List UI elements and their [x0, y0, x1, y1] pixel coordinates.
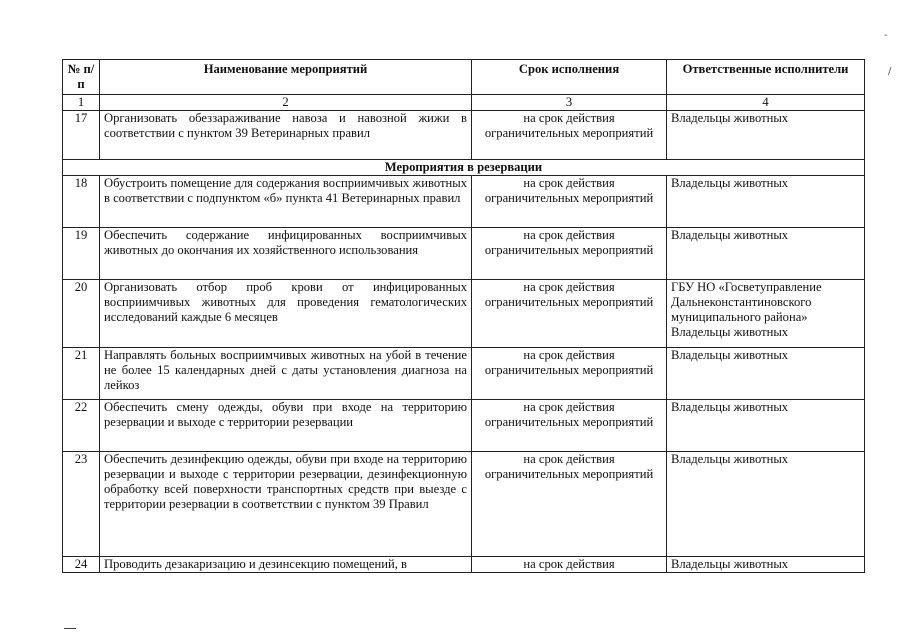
table-header-row [63, 60, 865, 95]
table-row [63, 228, 865, 280]
header-num: № п/п [63, 60, 100, 95]
measure-responsible: Владельцы животных [667, 228, 865, 280]
measure-name: Обеспечить дезинфекцию одежды, обуви при входе на территорию резервации и выходе с территории резервации, дезинфекционную обработку всей поверхности транспортных средств при выезде с территории резервации в соответствии с пунктом 39 Правил [100, 452, 472, 557]
measure-name: Обеспечить смену одежды, обуви при входе на территорию резервации и выходе с территории резервации [100, 400, 472, 452]
measure-name: Организовать отбор проб крови от инфицированных восприимчивых животных для проведения гематологических исследований каждые 6 месяцев [100, 280, 472, 348]
measure-responsible: Владельцы животных [667, 348, 865, 400]
measure-term: на срок действия ограничительных мероприятий [472, 176, 667, 228]
measure-responsible: Владельцы животных [667, 400, 865, 452]
measure-term: на срок действия ограничительных мероприятий [472, 111, 667, 160]
column-index: 2 [100, 95, 472, 111]
measure-name: Обустроить помещение для содержания восприимчивых животных в соответствии с подпунктом «б» пункта 41 Ветеринарных правил [100, 176, 472, 228]
table-row [63, 348, 865, 400]
table-row [63, 557, 865, 573]
column-index: 3 [472, 95, 667, 111]
header-responsible: Ответственные исполнители [667, 60, 865, 95]
margin-mark: / [888, 66, 892, 77]
table-row [63, 111, 865, 160]
measure-responsible: ГБУ НО «Госветуправление Дальнеконстантиновского муниципального района» Владельцы животных [667, 280, 865, 348]
column-index: 1 [63, 95, 100, 111]
row-number: 22 [63, 400, 100, 452]
measure-term: на срок действия ограничительных мероприятий [472, 280, 667, 348]
row-number: 20 [63, 280, 100, 348]
measure-name: Обеспечить содержание инфицированных восприимчивых животных до окончания их хозяйственного использования [100, 228, 472, 280]
row-number: 21 [63, 348, 100, 400]
measure-responsible: Владельцы животных [667, 557, 865, 573]
header-term: Срок исполнения [472, 60, 667, 95]
row-number: 18 [63, 176, 100, 228]
header-name: Наименование мероприятий [100, 60, 472, 95]
measure-name: Направлять больных восприимчивых животных на убой в течение не более 15 календарных дней с даты установления диагноза на лейкоз [100, 348, 472, 400]
measure-term: на срок действия ограничительных мероприятий [472, 452, 667, 557]
measure-term: на срок действия ограничительных мероприятий [472, 400, 667, 452]
table-row [63, 452, 865, 557]
measure-term: на срок действия [472, 557, 667, 573]
row-number: 23 [63, 452, 100, 557]
measure-term: на срок действия ограничительных мероприятий [472, 348, 667, 400]
section-title: Мероприятия в резервации [63, 160, 865, 176]
table-row [63, 280, 865, 348]
measure-name: Проводить дезакаризацию и дезинсекцию помещений, в [100, 557, 472, 573]
row-number: 19 [63, 228, 100, 280]
measure-responsible: Владельцы животных [667, 176, 865, 228]
measure-name: Организовать обеззараживание навоза и навозной жижи в соответствии с пунктом 39 Ветеринарных правил [100, 111, 472, 160]
table-row [63, 400, 865, 452]
section-header-row [63, 160, 865, 176]
row-number: 24 [63, 557, 100, 573]
footnote-divider [64, 628, 76, 629]
table-row [63, 176, 865, 228]
row-number: 17 [63, 111, 100, 160]
margin-mark: - [884, 30, 888, 41]
column-index: 4 [667, 95, 865, 111]
measure-term: на срок действия ограничительных мероприятий [472, 228, 667, 280]
measure-responsible: Владельцы животных [667, 111, 865, 160]
measure-responsible: Владельцы животных [667, 452, 865, 557]
measures-table [62, 59, 865, 573]
column-index-row [63, 95, 865, 111]
